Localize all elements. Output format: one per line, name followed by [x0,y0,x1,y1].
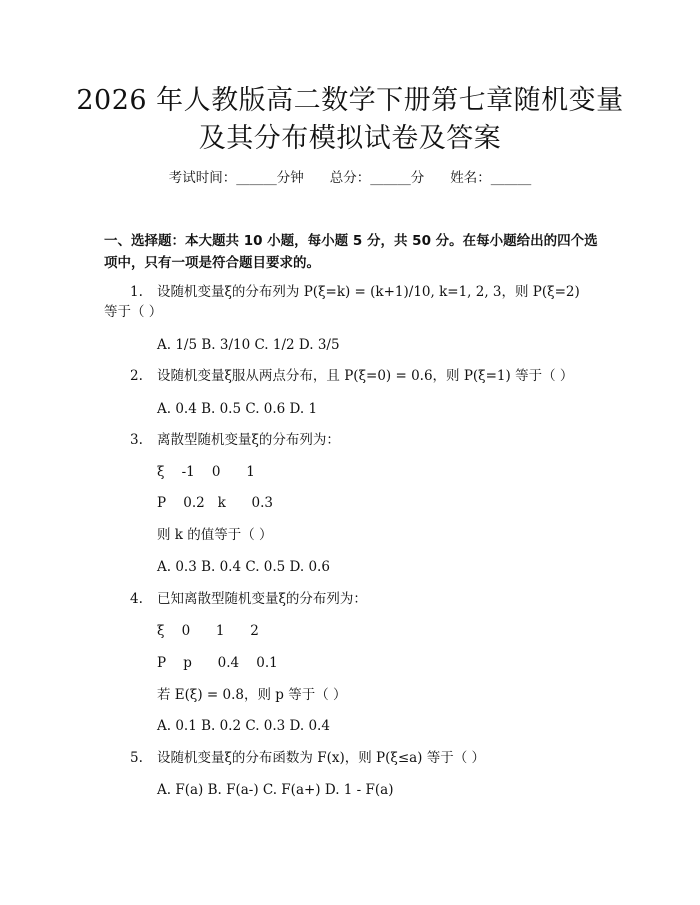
question-options: A. 1/5 B. 3/10 C. 1/2 D. 3/5 [157,337,340,353]
question-options: A. 0.4 B. 0.5 C. 0.6 D. 1 [157,401,318,417]
exam-title-line2: 及其分布模拟试卷及答案 [198,123,502,154]
distribution-row-probabilities: P p 0.4 0.1 [157,655,278,671]
question-options: A. 0.1 B. 0.2 C. 0.3 D. 0.4 [157,718,330,734]
exam-meta [0,169,700,187]
question-ask: 若 E(ξ) = 0.8，则 p 等于（ ） [157,687,347,703]
question-text: 设随机变量ξ服从两点分布，且 P(ξ=0) = 0.6，则 P(ξ=1) 等于（ ） [157,368,574,384]
question-ask: 则 k 的值等于（ ） [157,527,273,543]
question-options: A. F(a) B. F(a-) C. F(a+) D. 1 - F(a) [157,782,394,798]
question-options: A. 0.3 B. 0.4 C. 0.5 D. 0.6 [157,559,330,575]
question-text: 设随机变量ξ的分布函数为 F(x)，则 P(ξ≤a) 等于（ ） [157,750,486,766]
question-number: 4. [130,591,143,607]
section-heading-line1: 一、选择题：本大题共 10 小题，每小题 5 分，共 50 分。在每小题给出的四个选 [104,233,598,249]
distribution-row-values: ξ 0 1 2 [157,623,259,639]
total-score: 总分：______分 [329,170,425,186]
student-name: 姓名：______ [450,170,532,186]
distribution-row-probabilities: P 0.2 k 0.3 [157,495,273,511]
exam-time: 考试时间：______分钟 [168,170,304,186]
question-number: 1. [130,284,143,300]
distribution-row-values: ξ -1 0 1 [157,464,255,480]
question-text: 设随机变量ξ的分布列为 P(ξ=k) = (k+1)/10, k=1, 2, 3，则 P(ξ=2) [157,284,580,300]
question-number: 3. [130,432,143,448]
question-number: 5. [130,750,143,766]
question-text-continued: 等于（ ） [104,304,163,320]
question-number: 2. [130,368,143,384]
exam-title-line1: 2026 年人教版高二数学下册第七章随机变量 [76,85,624,116]
question-text: 已知离散型随机变量ξ的分布列为： [157,591,367,607]
section-heading-line2: 项中，只有一项是符合题目要求的。 [104,255,320,271]
question-text: 离散型随机变量ξ的分布列为： [157,432,340,448]
